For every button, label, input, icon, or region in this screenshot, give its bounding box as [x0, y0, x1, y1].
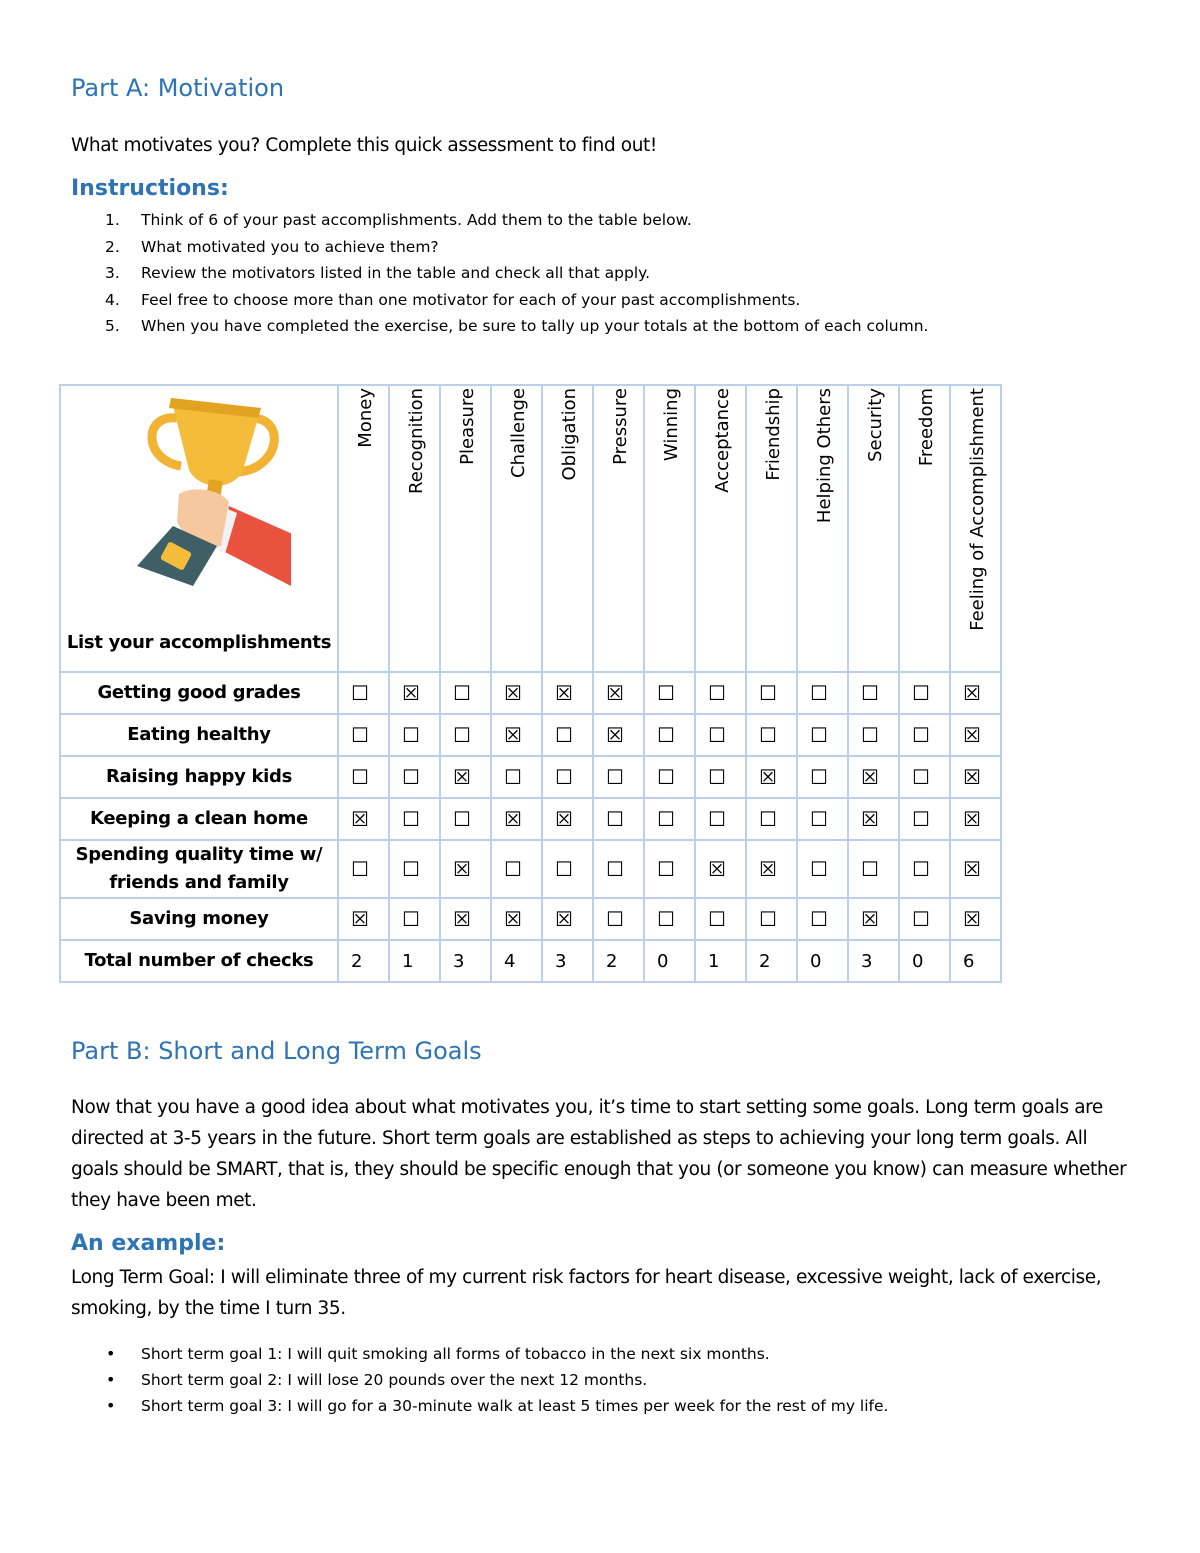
unchecked-checkbox[interactable]: ☐ — [899, 714, 950, 756]
motivator-label: Friendship — [763, 388, 784, 481]
unchecked-checkbox[interactable]: ☐ — [695, 756, 746, 798]
unchecked-checkbox[interactable]: ☐ — [644, 898, 695, 940]
unchecked-checkbox[interactable]: ☐ — [644, 714, 695, 756]
accomplishment-label: Saving money — [60, 898, 338, 940]
checked-checkbox[interactable]: ☒ — [491, 714, 542, 756]
accomplishment-label: Keeping a clean home — [60, 798, 338, 840]
checked-checkbox[interactable]: ☒ — [338, 898, 389, 940]
unchecked-checkbox[interactable]: ☐ — [593, 840, 644, 898]
unchecked-checkbox[interactable]: ☐ — [542, 840, 593, 898]
motivator-header — [389, 385, 440, 672]
unchecked-checkbox[interactable]: ☐ — [848, 714, 899, 756]
motivator-header — [746, 385, 797, 672]
short-term-goals-list — [71, 1341, 888, 1419]
unchecked-checkbox[interactable]: ☐ — [491, 756, 542, 798]
motivator-header — [593, 385, 644, 672]
motivator-label: Acceptance — [712, 388, 733, 493]
unchecked-checkbox[interactable]: ☐ — [746, 714, 797, 756]
column-total: 3 — [440, 940, 491, 982]
unchecked-checkbox[interactable]: ☐ — [797, 840, 848, 898]
motivator-header — [695, 385, 746, 672]
part-a-intro: What motivates you? Complete this quick assessment to find out! — [71, 135, 657, 156]
checked-checkbox[interactable]: ☒ — [950, 672, 1001, 714]
checked-checkbox[interactable]: ☒ — [950, 756, 1001, 798]
part-b-title: Part B: Short and Long Term Goals — [71, 1037, 482, 1065]
checked-checkbox[interactable]: ☒ — [491, 798, 542, 840]
instruction-item: 1. Think of 6 of your past accomplishments. Add them to the table below. — [105, 211, 692, 229]
unchecked-checkbox[interactable]: ☐ — [797, 672, 848, 714]
column-total: 0 — [797, 940, 848, 982]
motivator-header — [338, 385, 389, 672]
checked-checkbox[interactable]: ☒ — [950, 714, 1001, 756]
unchecked-checkbox[interactable]: ☐ — [746, 798, 797, 840]
unchecked-checkbox[interactable]: ☐ — [695, 714, 746, 756]
corner-label: List your accomplishments — [66, 632, 332, 653]
unchecked-checkbox[interactable]: ☐ — [644, 798, 695, 840]
motivator-label: Feeling of Accomplishment — [967, 388, 988, 631]
unchecked-checkbox[interactable]: ☐ — [848, 840, 899, 898]
column-total: 4 — [491, 940, 542, 982]
totals-row — [60, 940, 1001, 982]
checked-checkbox[interactable]: ☒ — [338, 798, 389, 840]
unchecked-checkbox[interactable]: ☐ — [389, 840, 440, 898]
checked-checkbox[interactable]: ☒ — [746, 840, 797, 898]
unchecked-checkbox[interactable]: ☐ — [899, 672, 950, 714]
motivator-label: Obligation — [559, 388, 580, 481]
checked-checkbox[interactable]: ☒ — [848, 756, 899, 798]
checked-checkbox[interactable]: ☒ — [848, 898, 899, 940]
motivator-header — [644, 385, 695, 672]
unchecked-checkbox[interactable]: ☐ — [593, 898, 644, 940]
unchecked-checkbox[interactable]: ☐ — [440, 714, 491, 756]
column-total: 1 — [695, 940, 746, 982]
unchecked-checkbox[interactable]: ☐ — [899, 798, 950, 840]
instruction-item: 4. Feel free to choose more than one motivator for each of your past accomplishments. — [105, 290, 801, 309]
part-a-title: Part A: Motivation — [71, 74, 285, 102]
column-total: 2 — [593, 940, 644, 982]
unchecked-checkbox[interactable]: ☐ — [440, 798, 491, 840]
unchecked-checkbox[interactable]: ☐ — [797, 898, 848, 940]
checked-checkbox[interactable]: ☒ — [389, 672, 440, 714]
unchecked-checkbox[interactable]: ☐ — [695, 672, 746, 714]
short-term-goal-item: • Short term goal 1: I will quit smoking all forms of tobacco in the next six months. — [106, 1344, 770, 1363]
column-total: 1 — [389, 940, 440, 982]
unchecked-checkbox[interactable]: ☐ — [338, 714, 389, 756]
checked-checkbox[interactable]: ☒ — [542, 798, 593, 840]
motivator-label: Money — [355, 388, 376, 448]
table-row — [60, 840, 1001, 898]
table-row — [60, 798, 1001, 840]
table-row — [60, 898, 1001, 940]
column-total: 3 — [848, 940, 899, 982]
checked-checkbox[interactable]: ☒ — [440, 756, 491, 798]
long-term-goal: Long Term Goal: I will eliminate three of my current risk factors for heart disease, excessive weight, lack of exercise, smoking, by the time I turn 35. — [71, 1267, 1102, 1319]
column-total: 6 — [950, 940, 1001, 982]
checked-checkbox[interactable]: ☒ — [950, 798, 1001, 840]
motivator-label: Security — [865, 388, 886, 462]
unchecked-checkbox[interactable]: ☐ — [593, 798, 644, 840]
motivator-header — [491, 385, 542, 672]
column-total: 0 — [899, 940, 950, 982]
checked-checkbox[interactable]: ☒ — [542, 898, 593, 940]
instructions-list — [71, 207, 928, 340]
short-term-goal-item: • Short term goal 2: I will lose 20 pounds over the next 12 months. — [106, 1370, 648, 1389]
trophy-icon — [121, 390, 291, 590]
motivator-label: Freedom — [916, 388, 937, 467]
instruction-item: 2. What motivated you to achieve them? — [105, 237, 439, 256]
unchecked-checkbox[interactable]: ☐ — [899, 840, 950, 898]
motivator-label: Challenge — [508, 388, 529, 478]
checked-checkbox[interactable]: ☒ — [950, 840, 1001, 898]
checked-checkbox[interactable]: ☒ — [440, 840, 491, 898]
checked-checkbox[interactable]: ☒ — [950, 898, 1001, 940]
total-label: Total number of checks — [60, 940, 338, 982]
motivator-header — [950, 385, 1001, 672]
unchecked-checkbox[interactable]: ☐ — [644, 756, 695, 798]
checked-checkbox[interactable]: ☒ — [491, 898, 542, 940]
unchecked-checkbox[interactable]: ☐ — [338, 672, 389, 714]
unchecked-checkbox[interactable]: ☐ — [644, 840, 695, 898]
checked-checkbox[interactable]: ☒ — [746, 756, 797, 798]
unchecked-checkbox[interactable]: ☐ — [593, 756, 644, 798]
checked-checkbox[interactable]: ☒ — [542, 672, 593, 714]
column-total: 2 — [338, 940, 389, 982]
column-total: 2 — [746, 940, 797, 982]
unchecked-checkbox[interactable]: ☐ — [389, 714, 440, 756]
short-term-goal-item: • Short term goal 3: I will go for a 30-minute walk at least 5 times per week for the rest of my life. — [106, 1396, 889, 1415]
motivation-table — [59, 384, 1002, 983]
column-total: 3 — [542, 940, 593, 982]
part-b-intro: Now that you have a good idea about what motivates you, it’s time to start setting some goals. Long term goals are directed at 3-5 years in the future. Short term goals are established as steps to achieving your long term goals. All goals should be SMART, that is, they should be specific enough that you (or someone you know) can measure whether they have been met. — [71, 1097, 1127, 1211]
accomplishment-label: Raising happy kids — [60, 756, 338, 798]
unchecked-checkbox[interactable]: ☐ — [440, 672, 491, 714]
motivator-header — [848, 385, 899, 672]
checked-checkbox[interactable]: ☒ — [593, 714, 644, 756]
unchecked-checkbox[interactable]: ☐ — [695, 798, 746, 840]
motivator-header — [797, 385, 848, 672]
motivator-label: Winning — [661, 388, 682, 462]
unchecked-checkbox[interactable]: ☐ — [644, 672, 695, 714]
unchecked-checkbox[interactable]: ☐ — [338, 756, 389, 798]
unchecked-checkbox[interactable]: ☐ — [542, 756, 593, 798]
table-corner-cell — [60, 385, 338, 672]
motivator-label: Pleasure — [457, 388, 478, 465]
table-row — [60, 672, 1001, 714]
accomplishment-label: Eating healthy — [60, 714, 338, 756]
instruction-item: 3. Review the motivators listed in the table and check all that apply. — [105, 264, 651, 282]
motivator-header — [440, 385, 491, 672]
unchecked-checkbox[interactable]: ☐ — [746, 672, 797, 714]
example-title: An example: — [71, 1231, 226, 1256]
unchecked-checkbox[interactable]: ☐ — [389, 898, 440, 940]
unchecked-checkbox[interactable]: ☐ — [542, 714, 593, 756]
checked-checkbox[interactable]: ☒ — [491, 672, 542, 714]
motivator-header — [899, 385, 950, 672]
column-total: 0 — [644, 940, 695, 982]
unchecked-checkbox[interactable]: ☐ — [746, 898, 797, 940]
unchecked-checkbox[interactable]: ☐ — [797, 756, 848, 798]
motivator-header — [542, 385, 593, 672]
unchecked-checkbox[interactable]: ☐ — [899, 898, 950, 940]
unchecked-checkbox[interactable]: ☐ — [338, 840, 389, 898]
unchecked-checkbox[interactable]: ☐ — [848, 672, 899, 714]
table-row — [60, 756, 1001, 798]
checked-checkbox[interactable]: ☒ — [593, 672, 644, 714]
instruction-item: 5. When you have completed the exercise, be sure to tally up your totals at the bottom of each column. — [105, 317, 929, 335]
unchecked-checkbox[interactable]: ☐ — [389, 756, 440, 798]
motivator-label: Recognition — [406, 388, 427, 494]
checked-checkbox[interactable]: ☒ — [848, 798, 899, 840]
accomplishment-label: Spending quality time w/ friends and family — [60, 840, 338, 898]
unchecked-checkbox[interactable]: ☐ — [491, 840, 542, 898]
checked-checkbox[interactable]: ☒ — [440, 898, 491, 940]
unchecked-checkbox[interactable]: ☐ — [797, 798, 848, 840]
unchecked-checkbox[interactable]: ☐ — [389, 798, 440, 840]
motivator-label: Helping Others — [814, 388, 835, 524]
unchecked-checkbox[interactable]: ☐ — [899, 756, 950, 798]
motivator-label: Pressure — [610, 388, 631, 465]
instructions-title: Instructions: — [71, 176, 229, 201]
table-row — [60, 714, 1001, 756]
unchecked-checkbox[interactable]: ☐ — [797, 714, 848, 756]
checked-checkbox[interactable]: ☒ — [695, 840, 746, 898]
unchecked-checkbox[interactable]: ☐ — [695, 898, 746, 940]
accomplishment-label: Getting good grades — [60, 672, 338, 714]
